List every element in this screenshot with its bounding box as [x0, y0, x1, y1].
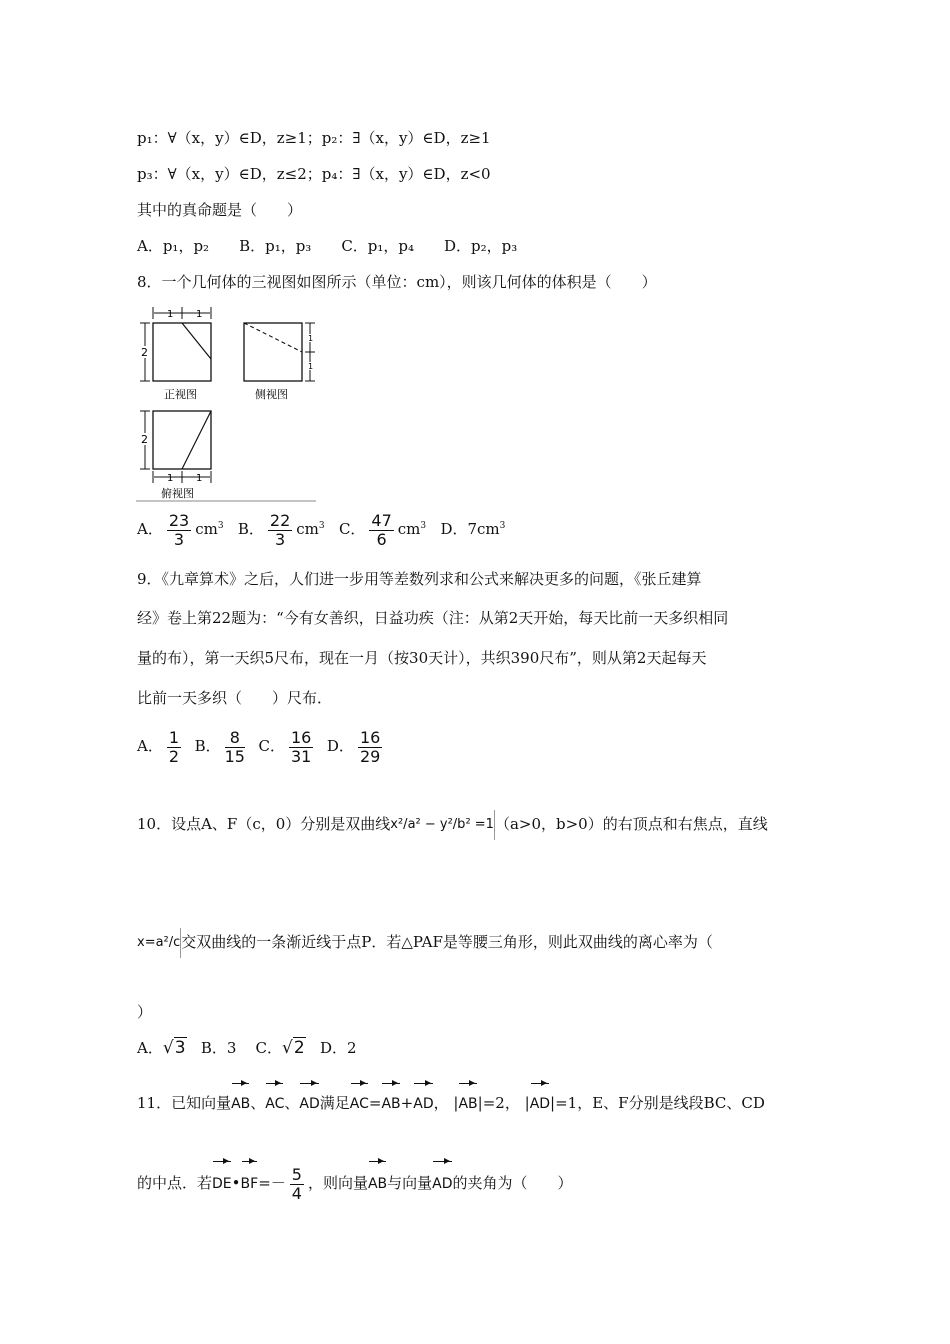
svg-text:2: 2: [141, 433, 148, 446]
top-view-label: 俯视图: [161, 487, 194, 500]
svg-text:2: 2: [141, 346, 148, 359]
q10-line3: ）: [137, 1003, 153, 1021]
svg-text:1: 1: [167, 309, 174, 320]
svg-text:1: 1: [308, 362, 314, 371]
q7-line1: p₁：∀（x，y）∈D，z≥1；p₂：∃（x，y）∈D，z≥1: [137, 129, 491, 147]
q9-line1: 9．《九章算术》之后，人们进一步用等差数列求和公式来解决更多的问题，《张丘建算: [137, 570, 702, 588]
q7-line3: 其中的真命题是（ ）: [137, 201, 303, 219]
q9-line3: 量的布），第一天织5尺布，现在一月（按30天计），共织390尺布”，则从第2天起每天: [137, 649, 707, 667]
q10-line1: 10．设点A、F（c，0）分别是双曲线x²/a² − y²/b² =1（a>0，b>0）的右顶点和右焦点，直线: [137, 804, 768, 845]
svg-text:1: 1: [308, 334, 314, 343]
three-view-figure: [136, 303, 318, 503]
q8-options: A． $\frac{23}{3}$ $cm^3$ B． $\frac{22}{3}$ $cm^3$ C． $\frac{47}{6}$ $cm^3$ D．$7cm^3$: [137, 510, 506, 549]
q10-line2: x=a²/c交双曲线的一条渐近线于点P．若△PAF是等腰三角形，则此双曲线的离心率为（: [137, 922, 713, 963]
q9-options: A． $\frac{1}{2}$ B． $\frac{8}{15}$ C． $\frac{16}{31}$ D． $\frac{16}{29}$: [137, 727, 381, 766]
q9-line2: 经》卷上第22题为：“今有女善织，日益功疾（注：从第2天开始，每天比前一天多织相同: [137, 609, 729, 627]
q9-line4: 比前一天多织（ ）尺布．: [137, 689, 333, 707]
q10-options: A．√3 B．3 C．√2 D．2: [137, 1038, 357, 1058]
svg-text:1: 1: [167, 473, 174, 484]
q7-line2: p₃：∀（x，y）∈D，z≤2；p₄：∃（x，y）∈D，z<0: [137, 165, 491, 183]
svg-text:1: 1: [196, 473, 203, 484]
side-view-label: 侧视图: [255, 388, 288, 401]
q8-stem: 8．一个几何体的三视图如图所示（单位：cm），则该几何体的体积是（ ）: [137, 273, 657, 291]
q7-options: A．p₁，p₂ B．p₁，p₃ C．p₁，p₄ D．p₂，p₃: [137, 237, 518, 255]
directrix-equation: x=a²/c: [137, 935, 181, 950]
front-view-label: 正视图: [164, 388, 197, 401]
hyperbola-equation: x²/a² − y²/b² =1: [390, 817, 494, 832]
svg-text:1: 1: [196, 309, 203, 320]
q11-line1: 11．已知向量AB、AC、AD满足AC=AB+AD， |AB|=2， |AD|=1，E、F分别是线段BC、CD: [137, 1080, 765, 1122]
q11-line2: 的中点．若DE•BF=－ $\frac{5}{4}$ ，则向量AB与向量AD的夹角为（ ）: [137, 1158, 573, 1204]
